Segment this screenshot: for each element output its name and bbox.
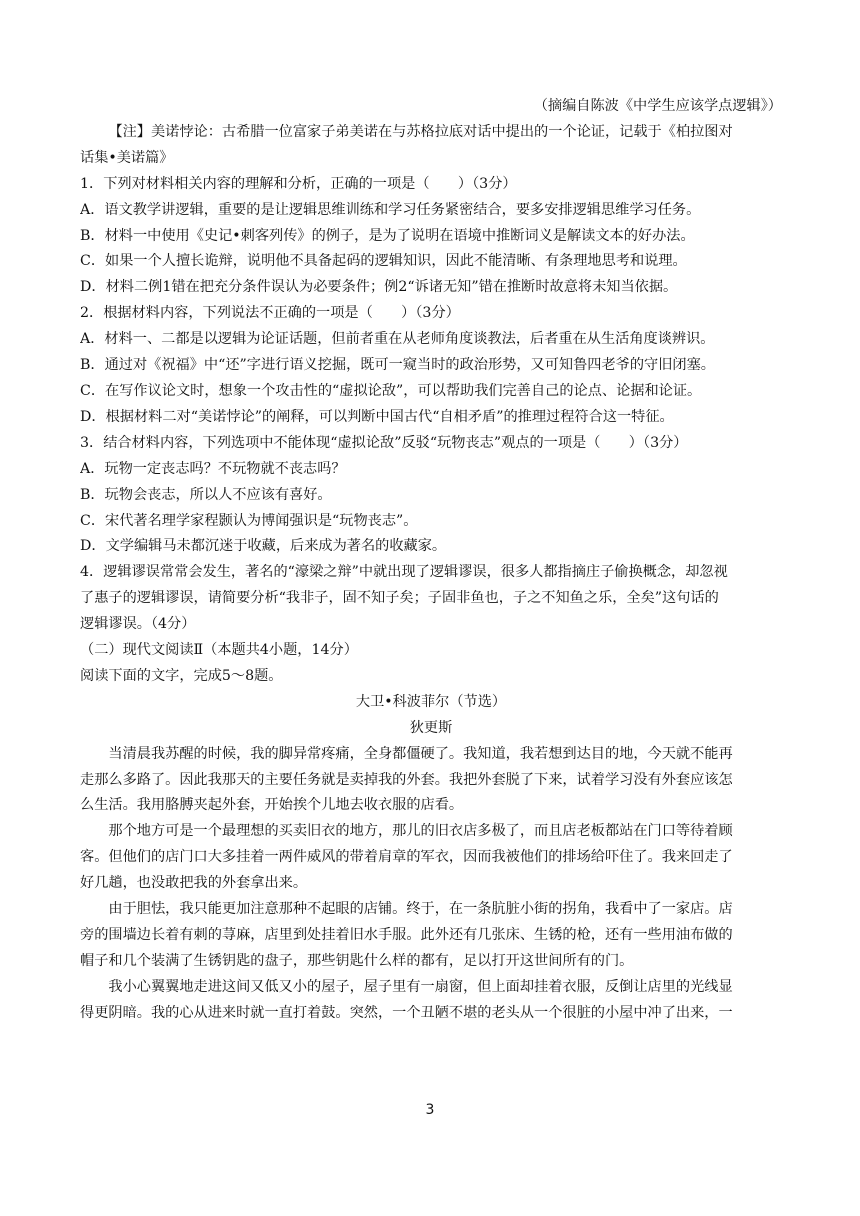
- passage-paragraph: [80, 742, 782, 820]
- note-line: 【注】美诺悖论：古希腊一位富家子弟美诺在与苏格拉底对话中提出的一个论证，记载于《柏拉图对: [108, 123, 733, 140]
- option-d: D．文学编辑马未都沉迷于收藏，后来成为著名的收藏家。: [80, 538, 447, 555]
- question-4: [80, 560, 782, 638]
- passage-author: 狄更斯: [409, 719, 453, 736]
- option-d: D．根据材料二对“美诺悖论”的阐释，可以判断中国古代“自相矛盾”的推理过程符合这一特征。: [80, 408, 674, 425]
- option-c: C．如果一个人擅长诡辩，说明他不具备起码的逻辑知识，因此不能清晰、有条理地思考和说理。: [80, 253, 687, 270]
- passage-paragraph: [80, 819, 782, 897]
- option-b: B．材料一中使用《史记•刺客列传》的例子，是为了说明在语境中推断词义是解读文本的好办法。: [80, 227, 695, 244]
- paragraph-line: 当清晨我苏醒的时候，我的脚异常疼痛，全身都僵硬了。我知道，我若想到达目的地，今天就不能再: [108, 745, 733, 762]
- note-line: 话集•美诺篇》: [80, 149, 174, 166]
- question-stem: 4．逻辑谬误常常会发生，著名的“濠梁之辩”中就出现了逻辑谬误，很多人都指摘庄子偷换概念，却忽视: [80, 564, 728, 581]
- paragraph-line: 客。但他们的店门口大多挂着一两件威风的带着肩章的军衣，因而我被他们的排场给吓住了。我来回走了: [80, 849, 733, 866]
- section-heading: （二）现代文阅读Ⅱ（本题共4小题，14分）: [80, 642, 358, 659]
- document-page: [80, 94, 782, 1027]
- option-b: B．通过对《祝福》中“还”字进行语义挖掘，既可一窥当时的政治形势，又可知鲁四老爷的守旧闭塞。: [80, 357, 715, 374]
- paragraph-line: 那个地方可是一个最理想的买卖旧衣的地方，那儿的旧衣店多极了，而且店老板都站在门口等待着顾: [108, 823, 733, 840]
- option-c: C．在写作议论文时，想象一个攻击性的“虚拟论敌”，可以帮助我们完善自己的论点、论据和论证。: [80, 382, 702, 399]
- question-1: [80, 172, 782, 302]
- question-3: [80, 431, 782, 561]
- reading-instruction: 阅读下面的文字，完成5～8题。: [80, 667, 283, 684]
- paragraph-line: 帽子和几个装满了生锈钥匙的盘子，那些钥匙什么样的都有，足以打开这世间所有的门。: [80, 952, 634, 969]
- paragraph-line: 我小心翼翼地走进这间又低又小的屋子，屋子里有一扇窗，但上面却挂着衣服，反倒让店里的光线显: [108, 978, 733, 995]
- paragraph-line: 么生活。我用胳膊夹起外套，开始挨个儿地去收衣服的店看。: [80, 797, 464, 814]
- passage-paragraph: [80, 897, 782, 975]
- question-2: [80, 301, 782, 431]
- question-stem: 1．下列对材料相关内容的理解和分析，正确的一项是（ ）（3分）: [80, 175, 517, 192]
- page-number: 3: [425, 1102, 435, 1118]
- paragraph-line: 好几趟，也没敢把我的外套拿出来。: [80, 875, 308, 892]
- question-stem: 逻辑谬误。（4分）: [80, 616, 196, 633]
- paragraph-line: 由于胆怯，我只能更加注意那种不起眼的店铺。终于，在一条肮脏小街的拐角，我看中了一家店。店: [108, 901, 733, 918]
- paragraph-line: 走那么多路了。因此我那天的主要任务就是卖掉我的外套。我把外套脱了下来，试着学习没有外套应该怎: [80, 771, 733, 788]
- note-block: [80, 120, 782, 172]
- paragraph-line: 旁的围墙边长着有刺的荨麻，店里到处挂着旧水手服。此外还有几张床、生锈的枪，还有一些用油布做的: [80, 927, 733, 943]
- option-a: A．玩物一定丧志吗？不玩物就不丧志吗？: [80, 460, 346, 477]
- question-stem: 3．结合材料内容，下列选项中不能体现“虚拟论敌”反驳“玩物丧志”观点的一项是（ ）（3分）: [80, 434, 688, 451]
- option-d: D．材料二例1错在把充分条件误认为必要条件；例2“诉诸无知”错在推断时故意将未知当依据。: [80, 279, 678, 296]
- passage-paragraph: [80, 975, 782, 1027]
- option-a: A．材料一、二都是以逻辑为论证话题，但前者重在从老师角度谈教法，后者重在从生活角度谈辨识。: [80, 331, 715, 348]
- passage-title: 大卫•科波菲尔（节选）: [355, 693, 507, 710]
- question-stem: 了惠子的逻辑谬误，请简要分析“我非子，固不知子矣；子固非鱼也，子之不知鱼之乐，全矣”这句话的: [80, 590, 719, 607]
- option-c: C．宋代著名理学家程颢认为博闻强识是“玩物丧志”。: [80, 512, 418, 529]
- paragraph-line: 得更阴暗。我的心从进来时就一直打着鼓。突然，一个丑陋不堪的老头从一个很脏的小屋中冲了出来，一: [80, 1004, 733, 1021]
- source-citation: （摘编自陈波《中学生应该学点逻辑》）: [533, 98, 782, 114]
- option-a: A．语文教学讲逻辑，重要的是让逻辑思维训练和学习任务紧密结合，要多安排逻辑思维学习任务。: [80, 201, 701, 218]
- question-stem: 2．根据材料内容，下列说法不正确的一项是（ ）（3分）: [80, 305, 460, 322]
- option-b: B．玩物会丧志，所以人不应该有喜好。: [80, 486, 332, 503]
